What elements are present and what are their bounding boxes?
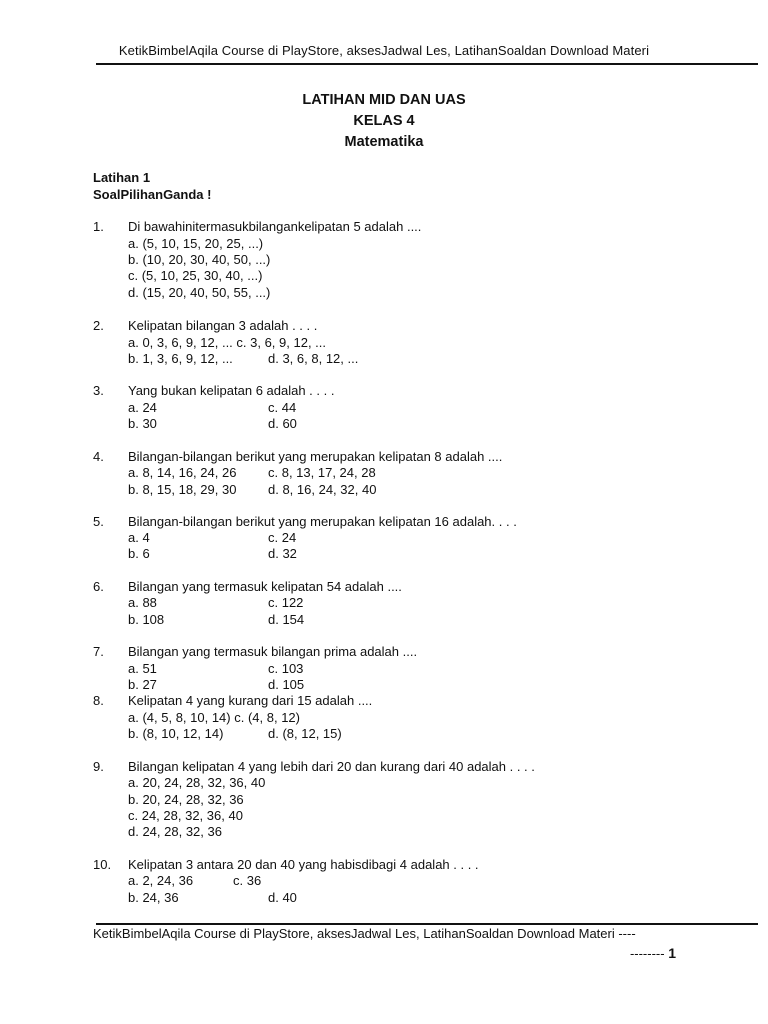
section-sublabel: SoalPilihanGanda ! bbox=[93, 187, 212, 202]
option-c: c. 36 bbox=[233, 873, 262, 888]
question-text: Bilangan yang termasuk bilangan prima adalah .... bbox=[128, 644, 418, 659]
title-main: LATIHAN MID DAN UAS bbox=[302, 92, 466, 108]
option-d: d. 154 bbox=[268, 612, 305, 627]
option-a: a. 88 bbox=[128, 595, 157, 610]
page-footer: KetikBimbelAqila Course di PlayStore, aksesJadwal Les, LatihanSoaldan Download Materi ---- bbox=[93, 926, 636, 941]
header-divider bbox=[96, 63, 758, 65]
title-subject: Matematika bbox=[344, 134, 424, 150]
section-label: Latihan 1 bbox=[93, 170, 151, 185]
option-b: b. 20, 24, 28, 32, 36 bbox=[128, 792, 244, 807]
option-c: c. 44 bbox=[268, 400, 297, 415]
question-text: Kelipatan bilangan 3 adalah . . . . bbox=[128, 318, 318, 333]
option-b: b. 24, 36 bbox=[128, 890, 179, 905]
question-number: 5. bbox=[93, 514, 104, 529]
page-number bbox=[630, 945, 676, 961]
option-b: b. 108 bbox=[128, 612, 165, 627]
option-a: a. (5, 10, 15, 20, 25, ...) bbox=[128, 236, 264, 251]
question-number: 6. bbox=[93, 579, 104, 594]
question-number: 9. bbox=[93, 759, 104, 774]
question-text: Kelipatan 3 antara 20 dan 40 yang habisdibagi 4 adalah . . . . bbox=[128, 857, 479, 872]
option-b: b. 27 bbox=[128, 677, 157, 692]
page-number-value: 1 bbox=[668, 945, 676, 961]
option-a: a. 8, 14, 16, 24, 26 bbox=[128, 465, 237, 480]
option-d: d. 32 bbox=[268, 546, 297, 561]
option-c: c. 8, 13, 17, 24, 28 bbox=[268, 465, 376, 480]
page-header: KetikBimbelAqila Course di PlayStore, aksesJadwal Les, LatihanSoaldan Download Materi bbox=[118, 43, 650, 58]
question-text: Bilangan kelipatan 4 yang lebih dari 20 dan kurang dari 40 adalah . . . . bbox=[128, 759, 535, 774]
option-c: c. 24 bbox=[268, 530, 297, 545]
question-text: Kelipatan 4 yang kurang dari 15 adalah .... bbox=[128, 693, 373, 708]
option-d: d. 8, 16, 24, 32, 40 bbox=[268, 482, 377, 497]
option-d: d. 105 bbox=[268, 677, 305, 692]
question-text: Di bawahinitermasukbilangankelipatan 5 adalah .... bbox=[128, 219, 422, 234]
question-text: Bilangan yang termasuk kelipatan 54 adalah .... bbox=[128, 579, 402, 594]
footer-divider bbox=[96, 923, 758, 925]
question-number: 3. bbox=[93, 383, 104, 398]
option-b: b. (8, 10, 12, 14) bbox=[128, 726, 224, 741]
question-number: 10. bbox=[93, 857, 112, 872]
question-number: 1. bbox=[93, 219, 104, 234]
option-d: d. 24, 28, 32, 36 bbox=[128, 824, 222, 839]
option-d: d. (8, 12, 15) bbox=[268, 726, 342, 741]
option-a: a. 51 bbox=[128, 661, 157, 676]
option-a: a. 4 bbox=[128, 530, 150, 545]
question-number: 8. bbox=[93, 693, 104, 708]
option-c: c. 103 bbox=[268, 661, 304, 676]
option-b: b. 8, 15, 18, 29, 30 bbox=[128, 482, 237, 497]
option-d: d. 3, 6, 8, 12, ... bbox=[268, 351, 359, 366]
option-c: c. 24, 28, 32, 36, 40 bbox=[128, 808, 243, 823]
question-text: Bilangan-bilangan berikut yang merupakan kelipatan 16 adalah. . . . bbox=[128, 514, 517, 529]
option-a-c: a. (4, 5, 8, 10, 14) c. (4, 8, 12) bbox=[128, 710, 300, 725]
question-number: 2. bbox=[93, 318, 104, 333]
title-class: KELAS 4 bbox=[353, 113, 415, 129]
option-a: a. 20, 24, 28, 32, 36, 40 bbox=[128, 775, 266, 790]
option-d: d. 60 bbox=[268, 416, 297, 431]
option-d: d. (15, 20, 40, 50, 55, ...) bbox=[128, 285, 271, 300]
option-b: b. 6 bbox=[128, 546, 150, 561]
option-a: a. 24 bbox=[128, 400, 157, 415]
option-b: b. 1, 3, 6, 9, 12, ... bbox=[128, 351, 233, 366]
option-c: c. 122 bbox=[268, 595, 304, 610]
option-b: b. (10, 20, 30, 40, 50, ...) bbox=[128, 252, 271, 267]
option-c: c. (5, 10, 25, 30, 40, ...) bbox=[128, 268, 263, 283]
question-number: 4. bbox=[93, 449, 104, 464]
question-text: Yang bukan kelipatan 6 adalah . . . . bbox=[128, 383, 335, 398]
page-number-prefix: -------- bbox=[629, 946, 665, 961]
title-block bbox=[0, 90, 768, 153]
question-number: 7. bbox=[93, 644, 104, 659]
question-text: Bilangan-bilangan berikut yang merupakan kelipatan 8 adalah .... bbox=[128, 449, 503, 464]
option-a: a. 2, 24, 36 bbox=[128, 873, 194, 888]
option-d: d. 40 bbox=[268, 890, 297, 905]
option-a-c: a. 0, 3, 6, 9, 12, ... c. 3, 6, 9, 12, ... bbox=[128, 335, 327, 350]
option-b: b. 30 bbox=[128, 416, 157, 431]
